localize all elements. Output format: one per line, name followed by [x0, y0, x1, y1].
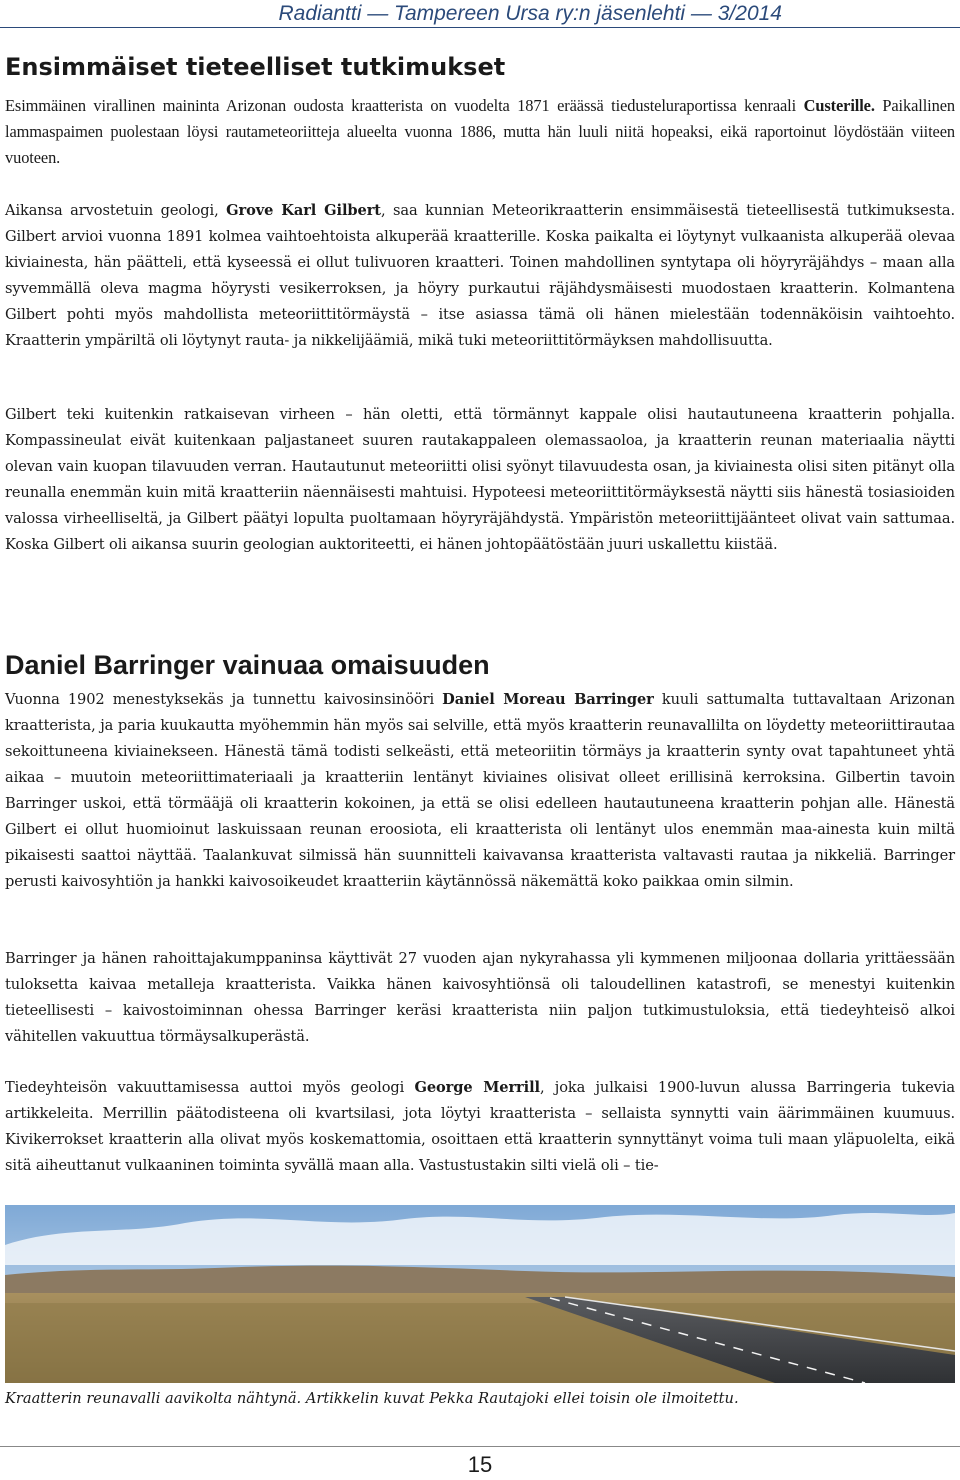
crater-rim-photo: [5, 1205, 955, 1383]
paragraph-2-text-c: , saa kunnian Meteorikraatterin ensimmäisestä tieteellisestä tutkimuksesta. Gilbert arvioi vuonna 1891 kolmea vaihtoehtoista alkuperää kraatterille. Koska paikalta ei löytynyt vulkaanista alkuperää olevaa kiviainesta, hän päätteli, että kyseessä ei ollut tulivuoren kraatteri. Toinen mahdollinen syntytapa oli höyryräjähdys – maan alla syvemmällä oleva magma höyrysti vesikerroksen, ja höyry purkautui räjähdysmäisesti muodostaen kraatterin. Kolmantena Gilbert pohti myös mahdollista meteoriittitörmäystä – itse asiassa tämä oli hänen mielestään todennäköisin vaihtoehto. Kraatterin ympäriltä oli löytynyt rauta- ja nikkelijäämiä, mikä tuki meteoriittitörmäyksen mahdollisuutta.: [5, 202, 955, 349]
paragraph-3: Gilbert teki kuitenkin ratkaisevan virheen – hän oletti, että törmännyt kappale olisi hautautuneena kraatterin pohjalla. Kompassineulat eivät kuitenkaan paljastaneet suuren rautakappaleen olemassaoloa, ja kraatterin reunan materiaalia näytti olevan vain kuopan tilavuuden verran. Hautautunut meteoriitti olisi syönyt tilavuudesta osan, ja kiviainesta olisi siten pitänyt olla reunalla enemmän kuin mitä kraatteriin näennäisesti mahtuisi. Hypoteesi meteoriittitörmäyksestä näytti siis hänestä tosiasioiden valossa virheelliseltä, ja Gilbert päätyi lopulta puoltamaan höyryräjähdystä. Ympäristön meteoriittijäänteet olivat vain sattumaa. Koska Gilbert oli aikansa suurin geologian auktoriteetti, ei hänen johtopäätöstään juuri uskallettu kiistää.: [5, 406, 955, 553]
running-header: Radiantti — Tampereen Ursa ry:n jäsenlehti — 3/2014: [278, 2, 782, 25]
header-rule: [0, 27, 960, 28]
paragraph-1: [5, 93, 955, 171]
paragraph-2-text-a: Aikansa arvostetuin geologi,: [5, 202, 227, 219]
page-number: 15: [467, 1452, 493, 1477]
paragraph-1-text-a: Esimmäinen virallinen maininta Arizonan oudosta kraatterista on vuodelta 1871 eräässä tiedusteluraportissa kenraali: [5, 96, 804, 115]
paragraph-4-text-c: kuuli sattumalta tuttavaltaan Arizonan kraatterista, ja paria kuukautta myöhemmin hän myös sai selville, että myös kraatterin reunavallilta on löydetty meteoriittirautaa sekoittuneena kiviainekseen. Hänestä tämä todisti selkeästi, että meteoriitin törmäys ja kraatterin synty ovat tapahtuneet yhtä aikaa – muutoin meteoriittimateriaali ja kraatteriin lentänyt kiviaines olisivat olleet erillisinä kerroksina. Gilbertin tavoin Barringer uskoi, että törmääjä oli kraatterin kokoinen, ja että se olisi edelleen hautautuneena kraatterin pohjan alle. Hänestä Gilbert ei ollut huomioinut laskuissaan reunan eroosiota, eli kraatterista oli lentänyt ulos enemmän maa-ainesta kuin miltä pikaisesti saattoi näyttää. Taalankuvat silmissä hän suunnitteli kaivavansa kraatterista valtavasti rautaa ja nikkeliä. Barringer perusti kaivosyhtiön ja hankki kaivosoikeudet kraatteriin käytännössä näkemättä koko paikkaa omin silmin.: [5, 691, 955, 890]
photo-caption: Kraatterin reunavalli aavikolta nähtynä. Artikkelin kuvat Pekka Rautajoki ellei toisin ole ilmoitettu.: [5, 1390, 739, 1407]
paragraph-4: [5, 687, 955, 895]
paragraph-6-text-a: Tiedeyhteisön vakuuttamisessa auttoi myös geologi: [5, 1079, 415, 1096]
paragraph-1-bold-name: Custerille.: [803, 96, 875, 115]
desert-road-illustration: [5, 1205, 955, 1383]
paragraph-5: Barringer ja hänen rahoittajakumppaninsa käyttivät 27 vuoden ajan nykyrahassa yli kymmenen miljoonaa dollaria yrittäessään tuloksetta kaivaa metalleja kraatterista. Vaikka hänen kaivosyhtiönsä oli taloudellinen katastrofi, se menestyi kuitenkin tieteellisesti – kaivostoiminnan ohessa Barringer keräsi kraatterista niin paljon tutkimustuloksia, että tiedeyhteisö alkoi vähitellen vakuuttua törmäysalkuperästä.: [5, 950, 955, 1045]
section-title-barringer: Daniel Barringer vainuaa omaisuuden: [5, 650, 490, 681]
paragraph-2: [5, 198, 955, 354]
paragraph-6-bold-name: George Merrill: [414, 1079, 540, 1096]
paragraph-4-text-a: Vuonna 1902 menestyksekäs ja tunnettu kaivosinsinööri: [5, 691, 443, 708]
paragraph-1-text-c: Paikallinen lammaspaimen puolestaan löysi rautameteoriitteja alueelta vuonna 1886, mutta hän luuli niitä hopeaksi, eikä raportoinut löydöstään viiteen vuoteen.: [5, 96, 955, 167]
paragraph-2-bold-name: Grove Karl Gilbert: [226, 202, 381, 219]
paragraph-6-text-c: , joka julkaisi 1900-luvun alussa Barringeria tukevia artikkeleita. Merrillin päätodisteena oli kvartsilasi, jota löytyi kraatterista – sellaista synnytti vain äärimmäinen kuumuus. Kivikerrokset kraatterin alla olivat myös koskemattomia, osoittaen että kraatterin synnyttänyt voima tuli maan yläpuolelta, eikä sitä aiheuttanut vulkaaninen toiminta syvällä maan alla. Vastustustakin silti vielä oli – tie-: [5, 1079, 955, 1174]
paragraph-6: [5, 1075, 955, 1179]
footer-rule: [0, 1446, 960, 1447]
paragraph-4-bold-name: Daniel Moreau Barringer: [442, 691, 654, 708]
section-title-first-studies: Ensimmäiset tieteelliset tutkimukset: [5, 53, 506, 82]
